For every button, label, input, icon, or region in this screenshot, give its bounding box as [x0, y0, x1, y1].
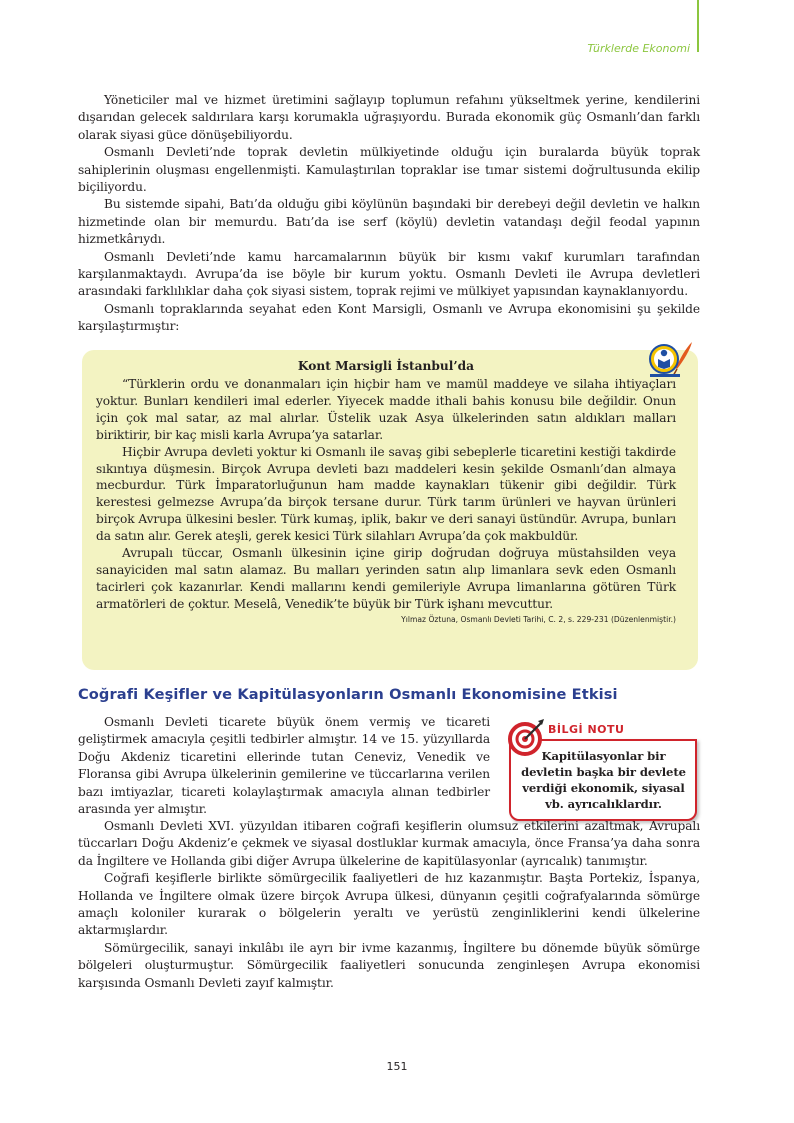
- info-note-label: BİLGİ NOTU: [548, 723, 625, 736]
- paragraph: Osmanlı Devleti ticarete büyük önem vermiş ve ticareti geliştirmek amacıyla çeşitli tedbirler almıştır. 14 ve 15. yüzyıllarda Doğu Akdeniz ticaretini ellerinde tutan Ceneviz, Venedik ve Floransa gibi Avrupa ülkelerinin gemilerine ve tüccarlarına verilen bazı imtiyazlar, ticareti kolaylaştırmak amacıyla alınan tedbirler arasında yer almıştır.: [78, 715, 490, 817]
- quote-source: Yılmaz Öztuna, Osmanlı Devleti Tarihi, C. 2, s. 229-231 (Düzenlenmiştir.): [401, 614, 676, 624]
- quote-paragraph: “Türklerin ordu ve donanmaları için hiçbir ham ve mamül maddeye ve silaha ihtiyaçları yoktur. Bunları kendileri imal ederler. Yiyecek madde ithali bahis konusu bile değildir. Onun için çok mal satar, az mal alırlar. Üstelik uzak Asya ülkelerinden satın aldıkları malları biriktirir, bir kaç misli karla Avrupa’ya satarlar.: [96, 377, 676, 442]
- section-text-b: [78, 818, 700, 992]
- paragraph: Coğrafi keşiflerle birlikte sömürgecilik faaliyetleri de hız kazanmıştır. Başta Portekiz, İspanya, Hollanda ve İngiltere olmak üzere birçok Avrupa ülkesi, dünyanın çeşitli coğrafyalarında sömürge amaçlı koloniler kurarak o bölgelerin yeraltı ve yerüstü zenginliklerini kendi ülkelerine aktarmışlardır.: [78, 871, 700, 938]
- quote-box: [82, 350, 698, 670]
- paragraph: Osmanlı Devleti’nde kamu harcamalarının büyük bir kısmı vakıf kurumları tarafından karşılanmaktaydı. Avrupa’da ise böyle bir kurum yoktu. Osmanlı Devleti ile Avrupa devletleri arasındaki farklılıklar daha çok siyasi sistem, toprak rejimi ve mülkiyet yapısından kaynaklanıyordu.: [78, 249, 700, 299]
- info-note: [508, 720, 698, 822]
- paragraph: Yöneticiler mal ve hizmet üretimini sağlayıp toplumun refahını yükseltmek yerine, kendilerini dışarıdan gelecek saldırılara karşı korumakla uğraşıyordu. Burada ekonomik güç Osmanlı’dan farklı olarak siyasi güce dönüşebiliyordu.: [78, 93, 700, 142]
- paragraph: Bu sistemde sipahi, Batı’da olduğu gibi köylünün başındaki bir derebeyi değil devletin ve halkın hizmetinde olan bir memurdu. Batı’da ise serf (köylü) devletin vatandaşı değil feodal yapının hizmetkârıydı.: [78, 197, 700, 247]
- target-arrow-icon: [508, 718, 548, 756]
- paragraph: Osmanlı Devleti XVI. yüzyıldan itibaren coğrafi keşiflerin olumsuz etkilerini azaltmak, Avrupalı tüccarları Doğu Akdeniz’e çekmek ve siyasal dostluklar kurmak amacıyla, önce Fransa’ya daha sonra da İngiltere ve Hollanda gibi diğer Avrupa ülkelerine de kapitülasyonlar (ayrıcalık) tanımıştır.: [78, 819, 700, 868]
- running-header: Türklerde Ekonomi: [587, 42, 690, 55]
- intro-text: [78, 92, 700, 336]
- quote-title: Kont Marsigli İstanbul’da: [297, 359, 475, 373]
- info-note-text: Kapitülasyonlar bir devletin başka bir devlete verdiği ekonomik, siyasal vb. ayrıcalıklardır.: [521, 749, 686, 811]
- paragraph: Osmanlı topraklarında seyahat eden Kont Marsigli, Osmanlı ve Avrupa ekonomisini şu şekilde karşılaştırmıştır:: [78, 301, 700, 334]
- header-divider: [697, 0, 699, 52]
- quote-paragraph: Avrupalı tüccar, Osmanlı ülkesinin içine girip doğrudan doğruya müstahsilden veya sanayiciden mal satın alamaz. Bu malları yerinden satın alıp limanlara sevk eden Osmanlı tacirleri çok kazanırlar. Kendi mallarını kendi gemileriyle Avrupa limanlarına götüren Türk armatörleri de çoktur. Meselâ, Venedik’te büyük bir Türk işhanı mevcuttur.: [96, 546, 676, 611]
- quote-paragraph: Hiçbir Avrupa devleti yoktur ki Osmanlı ile savaş gibi sebeplerle ticaretini kestiği takdirde sıkıntıya düşmesin. Birçok Avrupa devleti bazı maddeleri kesin şekilde Osmanlı’dan almaya mecburdur. Türk İmparatorluğunun ham madde kaynakları tükenir gibi değildir. Türk kerestesi gelmezse Avrupa’da birçok tersane durur. Türk tarım ürünleri ve hayvan ürünleri birçok Avrupa ülkesini besler. Türk kumaş, iplik, bakır ve deri sanayi üstündür. Avrupa, bunları da satın alır. Gerek ateşli, gerek kesici Türk silahları Avrupa’da çok makbuldür.: [96, 444, 676, 544]
- paragraph: Osmanlı Devleti’nde toprak devletin mülkiyetinde olduğu için buralarda büyük toprak sahiplerinin oluşması engellenmişti. Kamulaştırılan topraklar ise tımar sistemi doğrultusunda ekilip biçiliyordu.: [78, 145, 700, 195]
- section-heading: Coğrafi Keşifler ve Kapitülasyonların Osmanlı Ekonomisine Etkisi: [78, 686, 618, 703]
- section-text-a: [78, 714, 490, 818]
- reading-quill-icon: [646, 338, 694, 380]
- page-number: 151: [386, 1060, 408, 1073]
- paragraph: Sömürgecilik, sanayi inkılâbı ile ayrı bir ivme kazanmış, İngiltere bu dönemde büyük sömürge bölgeleri oluşturmuştur. Sömürgecilik faaliyetleri sonucunda zenginleşen Avrupa ekonomisi karşısında Osmanlı Devleti zayıf kalmıştır.: [78, 940, 700, 990]
